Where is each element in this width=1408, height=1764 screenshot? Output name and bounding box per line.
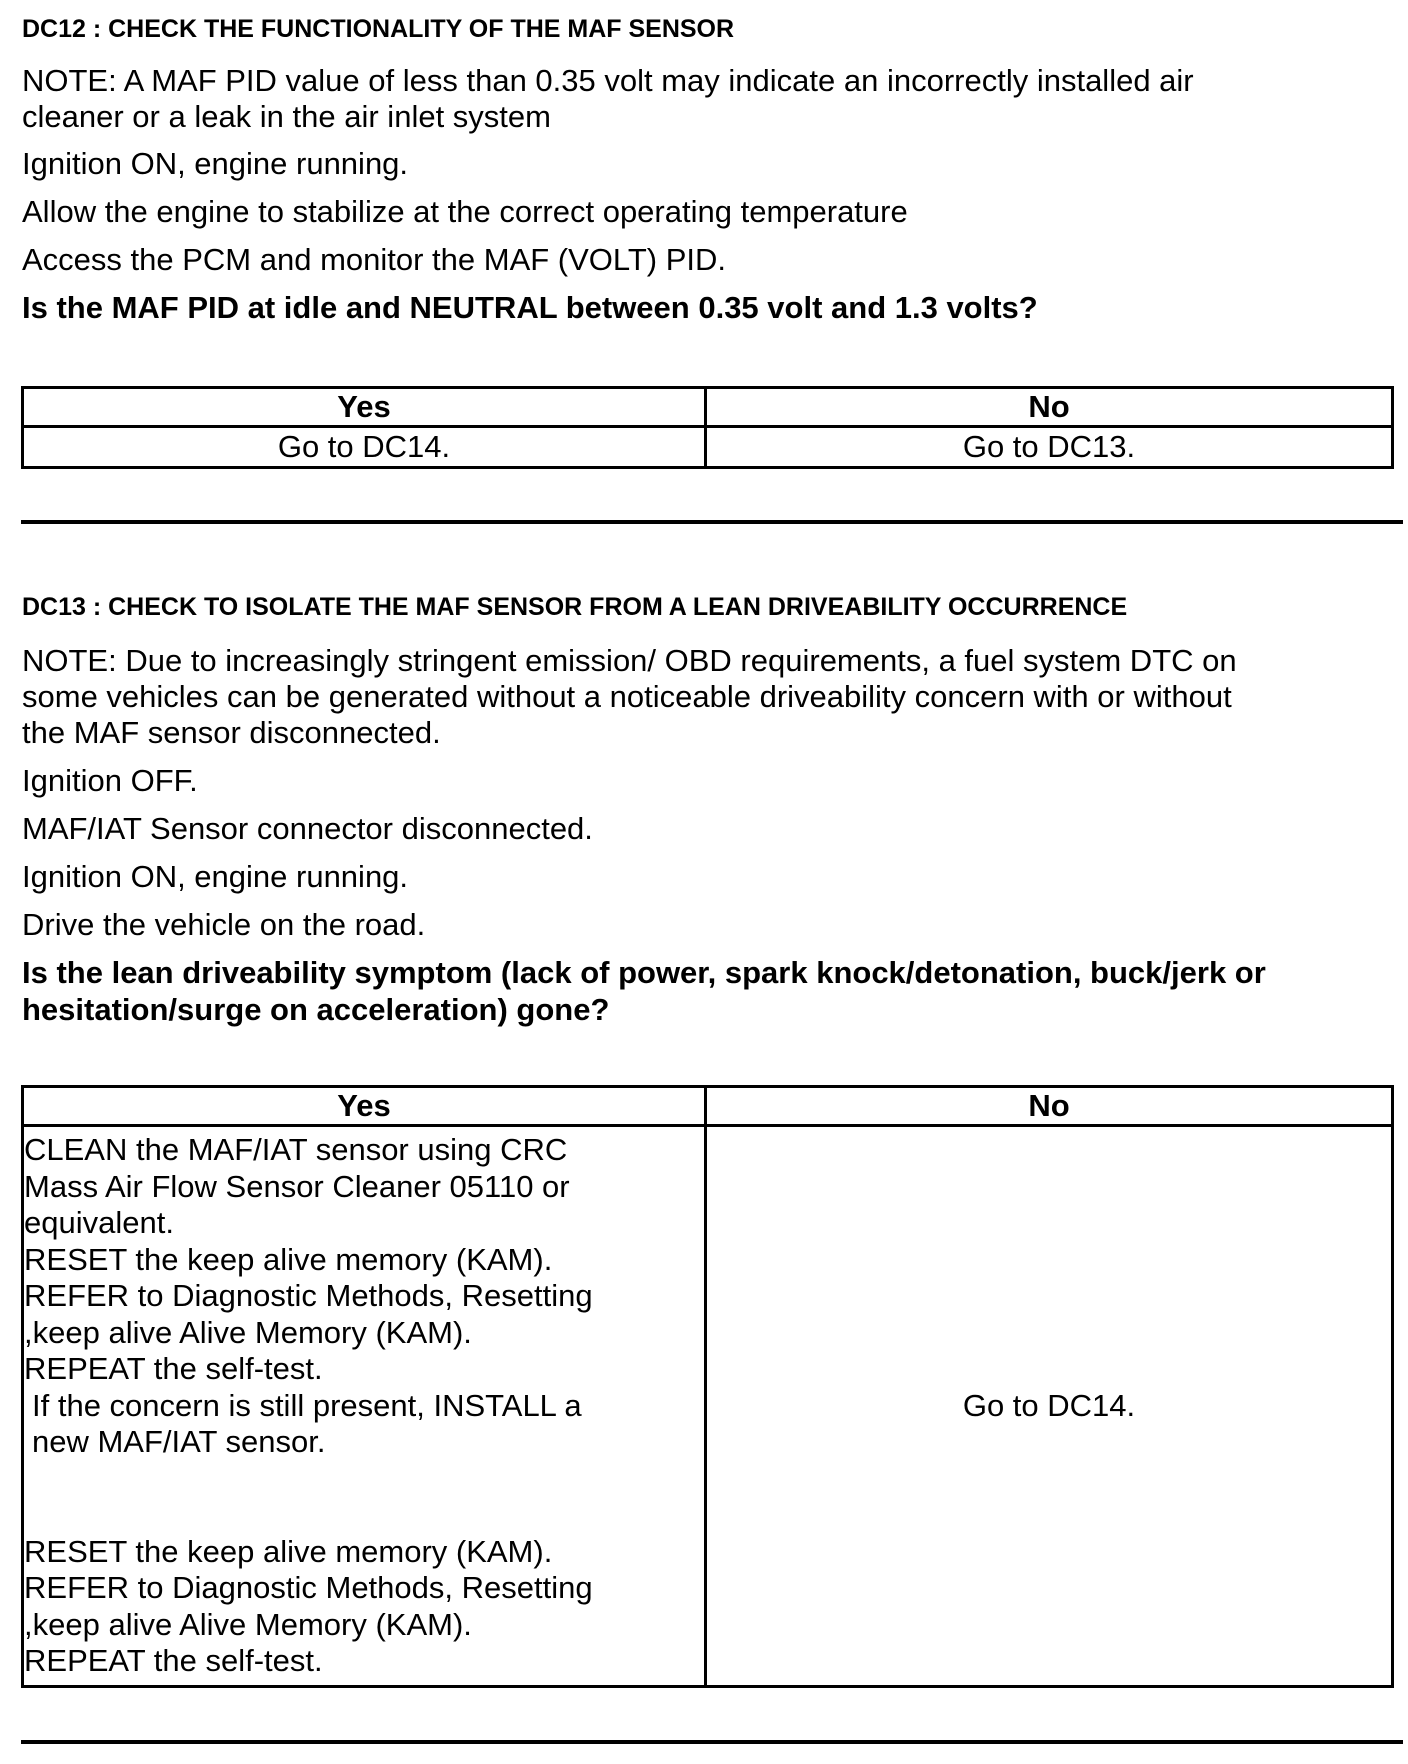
dc13-no-action: Go to DC14. <box>706 1126 1393 1687</box>
dc12-no-header: No <box>706 388 1393 427</box>
dc13-yes-action-cell <box>23 1126 706 1687</box>
dc12-yes-header: Yes <box>23 388 706 427</box>
yes-action-line: REPEAT the self-test. <box>24 1351 323 1387</box>
dc12-yes-no-table <box>21 386 1394 469</box>
dc12-heading: DC12 : CHECK THE FUNCTIONALITY OF THE MAF SENSOR <box>22 15 735 43</box>
dc12-note-line-2: cleaner or a leak in the air inlet system <box>22 99 551 134</box>
dc13-question-line-1: Is the lean driveability symptom (lack of power, spark knock/detonation, buck/jerk or <box>22 955 1266 990</box>
dc13-note-line-1: NOTE: Due to increasingly stringent emission/ OBD requirements, a fuel system DTC on <box>22 643 1237 678</box>
dc13-no-header: No <box>706 1087 1393 1126</box>
yes-action-line: RESET the keep alive memory (KAM). <box>24 1241 553 1277</box>
yes-action-line: CLEAN the MAF/IAT sensor using CRC <box>24 1132 568 1168</box>
yes-action-line: If the concern is still present, INSTALL a <box>32 1387 582 1423</box>
yes-action-line: REFER to Diagnostic Methods, Resetting <box>24 1278 593 1314</box>
yes-action-line: REFER to Diagnostic Methods, Resetting <box>24 1570 593 1606</box>
yes-action-line: equivalent. <box>24 1205 174 1241</box>
dc13-step-1: Ignition OFF. <box>22 763 198 798</box>
section-divider <box>21 520 1403 524</box>
dc12-step-1: Ignition ON, engine running. <box>22 146 409 181</box>
dc12-question: Is the MAF PID at idle and NEUTRAL between 0.35 volt and 1.3 volts? <box>22 290 1038 325</box>
dc13-step-3: Ignition ON, engine running. <box>22 859 409 894</box>
dc13-step-2: MAF/IAT Sensor connector disconnected. <box>22 811 593 846</box>
dc13-yes-header: Yes <box>23 1087 706 1126</box>
dc12-no-action: Go to DC13. <box>706 427 1393 468</box>
dc12-yes-action: Go to DC14. <box>23 427 706 468</box>
yes-action-line: new MAF/IAT sensor. <box>32 1424 326 1460</box>
bottom-divider <box>21 1740 1403 1744</box>
dc12-step-2: Allow the engine to stabilize at the correct operating temperature <box>22 194 908 229</box>
dc13-yes-no-table <box>21 1085 1394 1688</box>
yes-action-line: REPEAT the self-test. <box>24 1643 323 1679</box>
dc13-step-4: Drive the vehicle on the road. <box>22 907 426 942</box>
dc13-heading: DC13 : CHECK TO ISOLATE THE MAF SENSOR FROM A LEAN DRIVEABILITY OCCURRENCE <box>22 593 1128 621</box>
dc12-note-line-1: NOTE: A MAF PID value of less than 0.35 volt may indicate an incorrectly installed air <box>22 63 1194 98</box>
dc12-step-3: Access the PCM and monitor the MAF (VOLT) PID. <box>22 242 727 277</box>
spacer <box>24 1461 704 1534</box>
dc13-note-line-3: the MAF sensor disconnected. <box>22 715 441 750</box>
yes-action-line: RESET the keep alive memory (KAM). <box>24 1533 553 1569</box>
yes-action-line: ,keep alive Alive Memory (KAM). <box>24 1314 472 1350</box>
yes-action-line: ,keep alive Alive Memory (KAM). <box>24 1606 472 1642</box>
dc13-note-line-2: some vehicles can be generated without a noticeable driveability concern with or without <box>22 679 1232 714</box>
yes-action-line: Mass Air Flow Sensor Cleaner 05110 or <box>24 1168 570 1204</box>
dc13-question-line-2: hesitation/surge on acceleration) gone? <box>22 992 610 1027</box>
